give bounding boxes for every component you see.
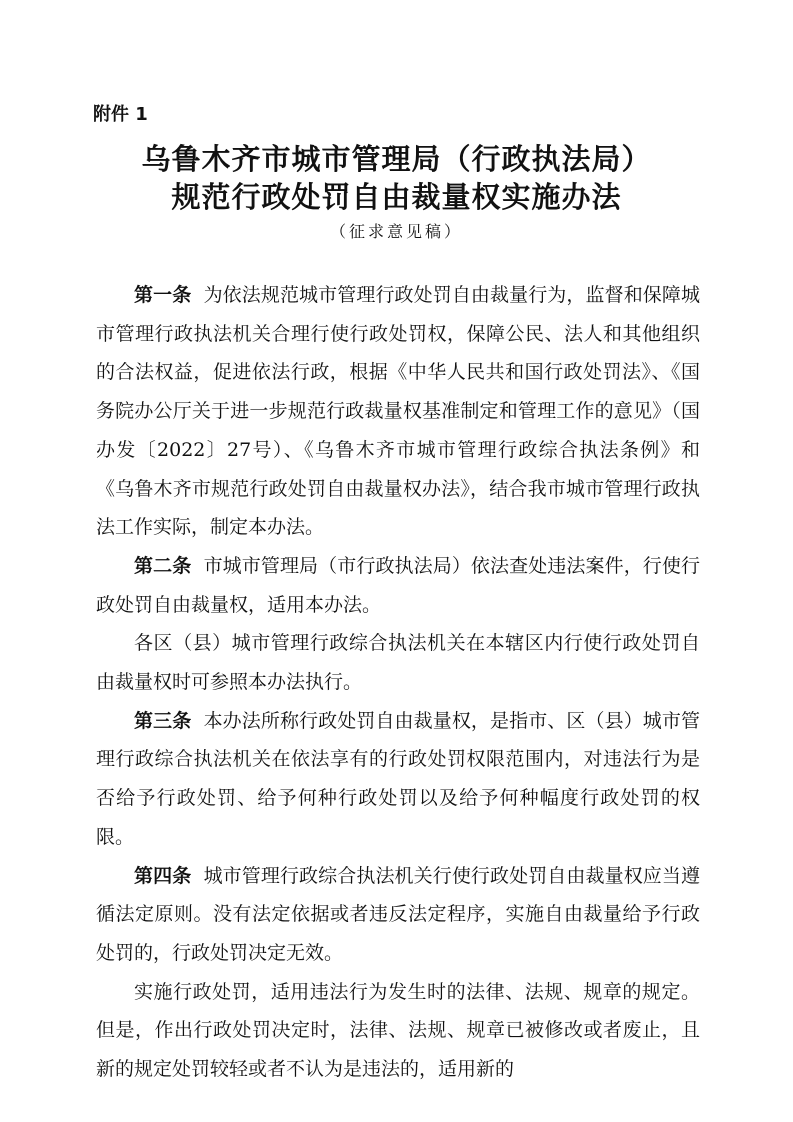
paragraph-text: 市城市管理局（市行政执法局）依法查处违法案件，行使行政处罚自由裁量权，适用本办法。 [96, 554, 700, 616]
paragraph-article-2 [96, 547, 700, 624]
paragraph-text: 城市管理行政综合执法机关行使行政处罚自由裁量权应当遵循法定原则。没有法定依据或者违反法定程序，实施自由裁量给予行政处罚的，行政处罚决定无效。 [96, 864, 700, 964]
paragraph-text: 本办法所称行政处罚自由裁量权，是指市、区（县）城市管理行政综合执法机关在依法享有的行政处罚权限范围内，对违法行为是否给予行政处罚、给予何种行政处罚以及给予何种幅度行政处罚的权限。 [96, 709, 700, 848]
paragraph-article-4-cont [96, 973, 700, 1089]
document-body [96, 276, 700, 1089]
document-title-line2: 规范行政处罚自由裁量权实施办法 [171, 180, 622, 214]
document-title-line1: 乌鲁木齐市城市管理局（行政执法局） [141, 142, 652, 176]
attachment-label: 附件 1 [93, 104, 148, 125]
paragraph-article-2-cont [96, 624, 700, 701]
paragraph-text: 各区（县）城市管理行政综合执法机关在本辖区内行使行政处罚自由裁量权时可参照本办法执行。 [96, 632, 700, 694]
paragraph-article-3 [96, 702, 700, 857]
article-number: 第四条 [134, 864, 192, 887]
article-number: 第一条 [134, 284, 192, 306]
paragraph-article-4 [96, 857, 700, 973]
paragraph-text: 为依法规范城市管理行政处罚自由裁量行为，监督和保障城市管理行政执法机关合理行使行政处罚权，保障公民、法人和其他组织的合法权益，促进依法行政，根据《中华人民共和国行政处罚法》、《国务院办公厅关于进一步规范行政裁量权基准制定和管理工作的意见》（国办发〔2022〕27号）、《乌鲁木齐市城市管理行政综合执法条例》和《乌鲁木齐市规范行政处罚自由裁量权办法》，结合我市城市管理行政执法工作实际，制定本办法。 [96, 284, 700, 539]
article-number: 第三条 [134, 709, 192, 732]
paragraph-article-1 [96, 276, 700, 547]
article-number: 第二条 [134, 554, 192, 577]
paragraph-text: 实施行政处罚，适用违法行为发生时的法律、法规、规章的规定。但是，作出行政处罚决定时，法律、法规、规章已被修改或者废止，且新的规定处罚较轻或者不认为是违法的，适用新的 [96, 980, 700, 1081]
document-subtitle: （征求意见稿） [329, 222, 463, 241]
